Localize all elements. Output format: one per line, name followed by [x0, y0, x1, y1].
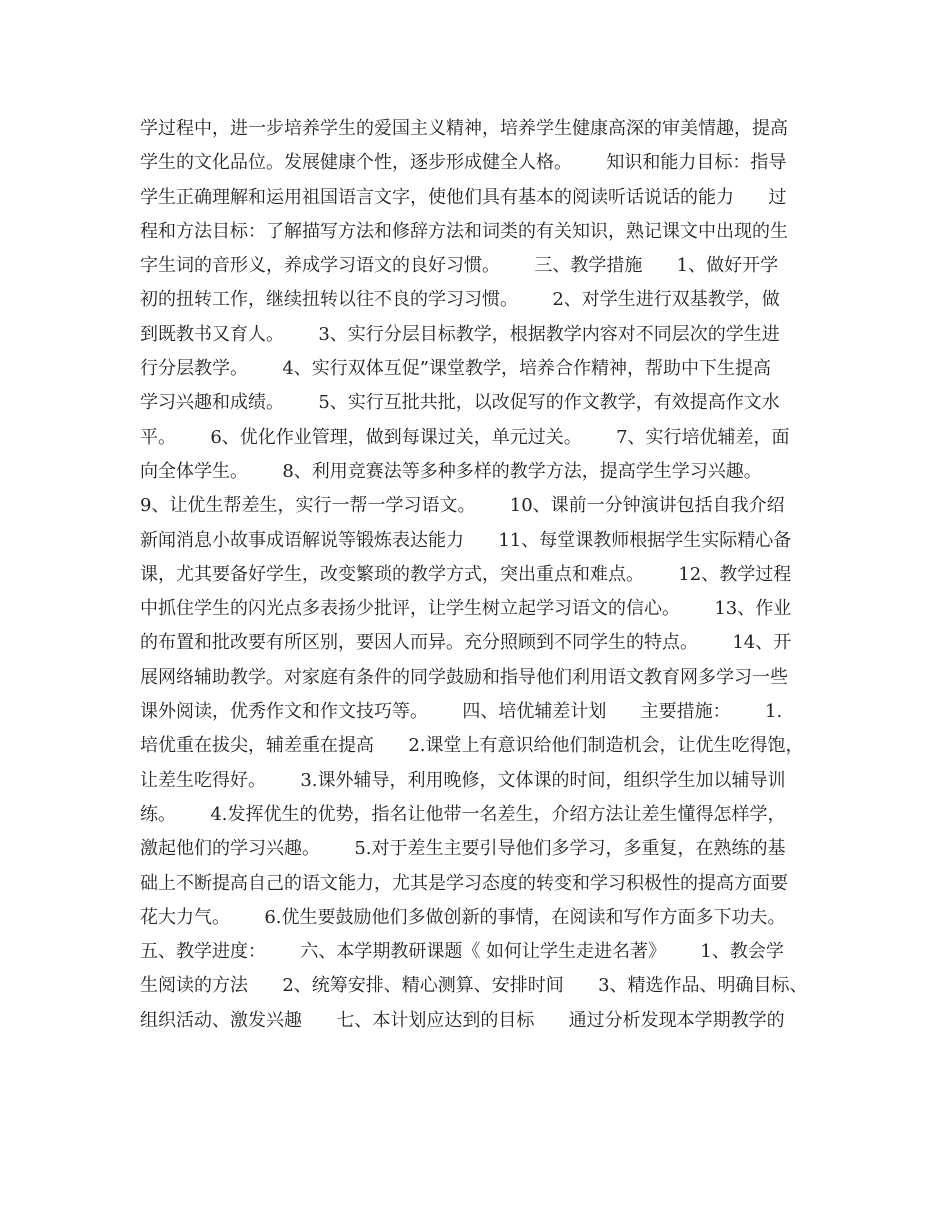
text-line: 初的扭转工作，继续扭转以往不良的学习习惯。 2、对学生进行双基教学，做 — [140, 289, 780, 311]
text-line: 培优重在拔尖，辅差重在提高 2.课堂上有意识给他们制造机会，让优生吃得饱， — [140, 735, 804, 757]
text-line: 字生词的音形义，养成学习语文的良好习惯。 三、教学措施 1、做好开学 — [140, 255, 779, 277]
text-line: 到既教书又育人。 3、实行分层目标教学，根据教学内容对不同层次的学生进 — [140, 323, 780, 345]
text-line: 平。 6、优化作业管理，做到每课过关，单元过关。 7、实行培优辅差，面 — [140, 426, 790, 448]
text-line: 课外阅读，优秀作文和作文技巧等。 四、培优辅差计划 主要措施： 1. — [140, 701, 783, 723]
text-line: 向全体学生。 8、利用竞赛法等多种多样的教学方法，提高学生学习兴趣。 — [140, 460, 762, 482]
text-line: 激起他们的学习兴趣。 5.对于差生主要引导他们多学习，多重复，在熟练的基 — [140, 838, 786, 860]
text-line: 生阅读的方法 2、统筹安排、精心测算、安排时间 3、精选作品、明确目标、 — [140, 975, 808, 997]
text-line: 学习兴趣和成绩。 5、实行互批共批，以改促写的作文教学，有效提高作文水 — [140, 392, 780, 414]
text-line: 行分层教学。 4、实行双体互促”课堂教学，培养合作精神，帮助中下生提高 — [140, 358, 771, 380]
text-line: 新闻消息小故事成语解说等锻炼表达能力 11、每堂课教师根据学生实际精心备 — [140, 529, 792, 551]
text-line: 学过程中，进一步培养学生的爱国主义精神，培养学生健康高深的审美情趣，提高 — [140, 118, 788, 139]
text-line: 学生正确理解和运用祖国语言文字，使他们具有基本的阅读听话说话的能力 过 — [140, 186, 787, 208]
text-line: 础上不断提高自己的语文能力，尤其是学习态度的转变和学习积极性的提高方面要 — [140, 872, 788, 894]
text-line: 的布置和批改要有所区别，要因人而异。充分照顾到不同学生的特点。 14、开 — [140, 632, 792, 654]
text-line: 五、教学进度： 六、本学期教研课题《 如何让学生走进名著》 1、教会学 — [140, 941, 784, 963]
text-line: 中抓住学生的闪光点多表扬少批评，让学生树立起学习语文的信心。 13、作业 — [140, 598, 792, 620]
body-text — [140, 112, 830, 1038]
text-line: 程和方法目标：了解描写方法和修辞方法和词类的有关知识，熟记课文中出现的生 — [140, 220, 788, 242]
text-line: 课，尤其要备好学生，改变繁琐的教学方式，突出重点和难点。 12、教学过程 — [140, 563, 792, 585]
text-line: 9、让优生帮差生，实行一帮一学习语文。 10、课前一分钟演讲包括自我介绍 — [140, 495, 785, 517]
text-line: 学生的文化品位。发展健康个性，逐步形成健全人格。 知识和能力目标：指导 — [140, 152, 787, 174]
text-line: 花大力气。 6.优生要鼓励他们多做创新的事情，在阅读和写作方面多下功夫。 — [140, 906, 786, 928]
text-line: 练。 4.发挥优生的优势，指名让他带一名差生，介绍方法让差生懂得怎样学， — [140, 803, 786, 825]
text-line: 组织活动、激发兴趣 七、本计划应达到的目标 通过分析发现本学期教学的 — [140, 1009, 785, 1031]
text-line: 让差生吃得好。 3.课外辅导，利用晚修，文体课的时间，组织学生加以辅导训 — [140, 769, 786, 791]
text-line: 展网络辅助教学。对家庭有条件的同学鼓励和指导他们利用语文教育网多学习一些 — [140, 666, 788, 688]
